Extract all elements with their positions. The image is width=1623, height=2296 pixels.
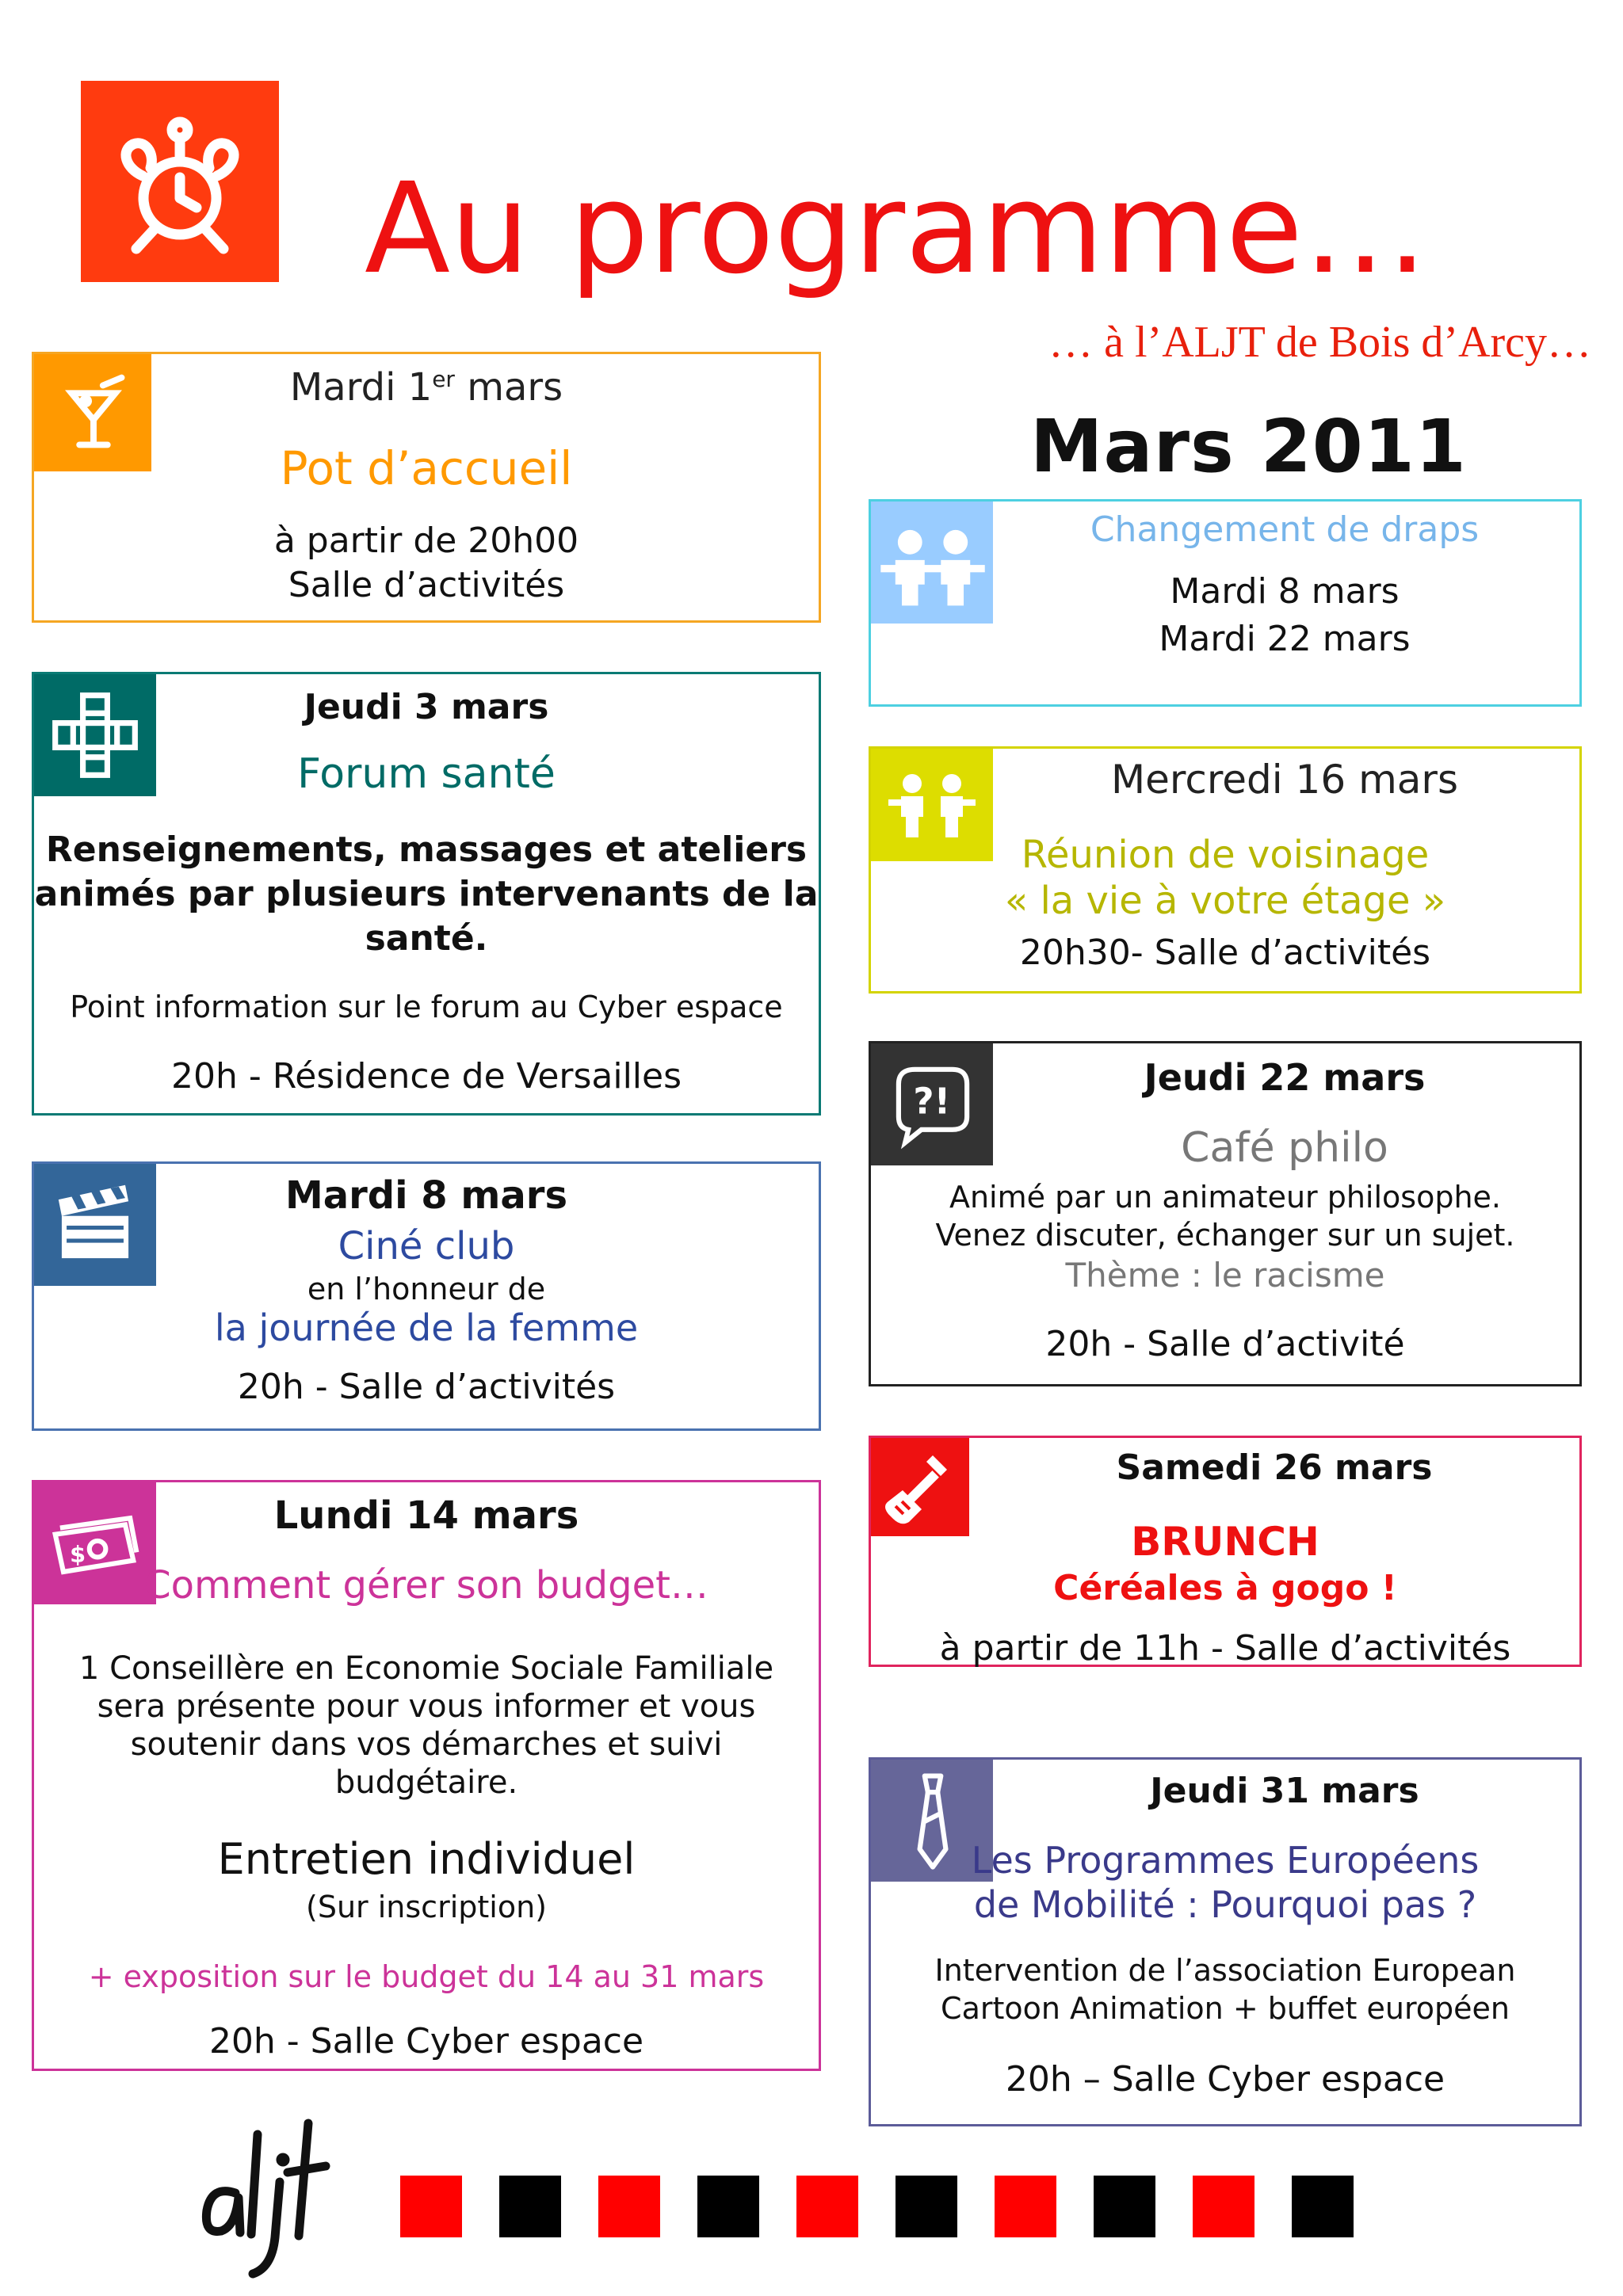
event-subject: la journée de la femme <box>214 1306 639 1349</box>
event-reunion-voisinage <box>869 746 1582 994</box>
decorative-square <box>896 2176 957 2237</box>
event-title: Ciné club <box>338 1224 515 1268</box>
page-subtitle: … à l’ALJT de Bois d’Arcy… <box>1048 318 1591 367</box>
event-title: Pot d’accueil <box>280 441 573 495</box>
event-title: BRUNCH <box>1131 1519 1319 1565</box>
event-subtitle: « la vie à votre étage » <box>1004 879 1446 923</box>
decorative-square <box>1094 2176 1155 2237</box>
event-description: Animé par un animateur philosophe. <box>949 1180 1502 1215</box>
event-date: Jeudi 31 mars <box>1150 1771 1419 1811</box>
event-date: Mardi 8 mars <box>285 1173 568 1218</box>
decorative-square <box>499 2176 561 2237</box>
event-date: Jeudi 3 mars <box>304 687 549 727</box>
month-heading: Mars 2011 <box>1030 404 1467 489</box>
event-description: 1 Conseillère en Economie Sociale Familiale <box>78 1650 774 1687</box>
event-forum-sante <box>32 672 821 1116</box>
event-theme: Thème : le racisme <box>1065 1256 1385 1295</box>
event-note: en l’honneur de <box>307 1272 546 1306</box>
event-description: santé. <box>365 918 488 959</box>
aljt-wordmark-logo <box>194 2100 337 2282</box>
event-place: 20h30- Salle d’activités <box>1019 933 1431 973</box>
decorative-square <box>1292 2176 1354 2237</box>
event-cine-club <box>32 1161 821 1431</box>
event-description: Intervention de l’association European <box>934 1953 1516 1988</box>
event-date: Mardi 22 mars <box>1159 619 1411 659</box>
event-title: Changement de draps <box>1090 509 1480 550</box>
event-budget <box>32 1480 821 2071</box>
event-date: Lundi 14 mars <box>273 1493 579 1538</box>
event-date: Mercredi 16 mars <box>1110 757 1459 803</box>
event-title: Réunion de voisinage <box>1021 833 1430 877</box>
event-place: à partir de 11h - Salle d’activités <box>939 1628 1511 1669</box>
svg-text:?!: ?! <box>913 1080 951 1123</box>
event-changement-draps <box>869 499 1582 707</box>
decorative-square <box>796 2176 858 2237</box>
event-title: Comment gérer son budget… <box>144 1563 708 1608</box>
event-description: Venez discuter, échanger sur un sujet. <box>935 1218 1515 1253</box>
event-time: à partir de 20h00 <box>273 521 579 561</box>
page-title: Au programme… <box>365 156 1428 302</box>
event-info: Point information sur le forum au Cyber espace <box>70 990 783 1024</box>
event-title: Café philo <box>1181 1124 1388 1172</box>
aljt-emblem-logo <box>81 81 279 282</box>
event-date: Samedi 26 mars <box>1116 1447 1433 1488</box>
speech-bubble-icon <box>871 1043 993 1165</box>
event-description: soutenir dans vos démarches et suivi <box>130 1726 723 1763</box>
event-programmes-europeens <box>869 1757 1582 2126</box>
event-title: de Mobilité : Pourquoi pas ? <box>973 1883 1477 1926</box>
event-pot-accueil <box>32 352 821 623</box>
event-description: animés par plusieurs intervenants de la <box>34 874 819 914</box>
event-place: Salle d’activités <box>288 565 565 605</box>
event-date: Mardi 8 mars <box>1170 571 1400 612</box>
decorative-square <box>400 2176 462 2237</box>
alarm-clock-figure-icon <box>81 81 279 282</box>
event-title: Les Programmes Européens <box>971 1839 1480 1882</box>
event-subtitle: Céréales à gogo ! <box>1053 1568 1397 1608</box>
event-brunch <box>869 1436 1582 1667</box>
event-place: 20h - Salle d’activité <box>1045 1324 1405 1364</box>
event-date: Mardi 1er mars <box>289 365 563 410</box>
event-title: Forum santé <box>297 750 556 798</box>
event-subtitle: Entretien individuel <box>217 1834 636 1884</box>
event-place: 20h - Salle d’activités <box>237 1367 616 1407</box>
svg-text:$: $ <box>70 1540 86 1568</box>
event-place: 20h - Salle Cyber espace <box>208 2021 644 2061</box>
event-place: 20h – Salle Cyber espace <box>1005 2059 1445 2100</box>
people-holding-hands-icon <box>871 502 993 624</box>
event-date: Jeudi 22 mars <box>1144 1056 1426 1099</box>
decorative-square <box>697 2176 759 2237</box>
decorative-square <box>1193 2176 1254 2237</box>
event-description: budgétaire. <box>334 1764 518 1801</box>
event-description: Cartoon Animation + buffet européen <box>941 1991 1510 2026</box>
event-place: 20h - Résidence de Versailles <box>170 1056 682 1097</box>
event-expo: + exposition sur le budget du 14 au 31 mars <box>88 1959 765 1994</box>
event-description: sera présente pour vous informer et vous <box>97 1688 756 1725</box>
event-description: Renseignements, massages et ateliers <box>45 830 808 870</box>
decorative-square <box>995 2176 1056 2237</box>
event-cafe-philo <box>869 1041 1582 1386</box>
decorative-square <box>598 2176 660 2237</box>
event-note: (Sur inscription) <box>306 1890 547 1924</box>
